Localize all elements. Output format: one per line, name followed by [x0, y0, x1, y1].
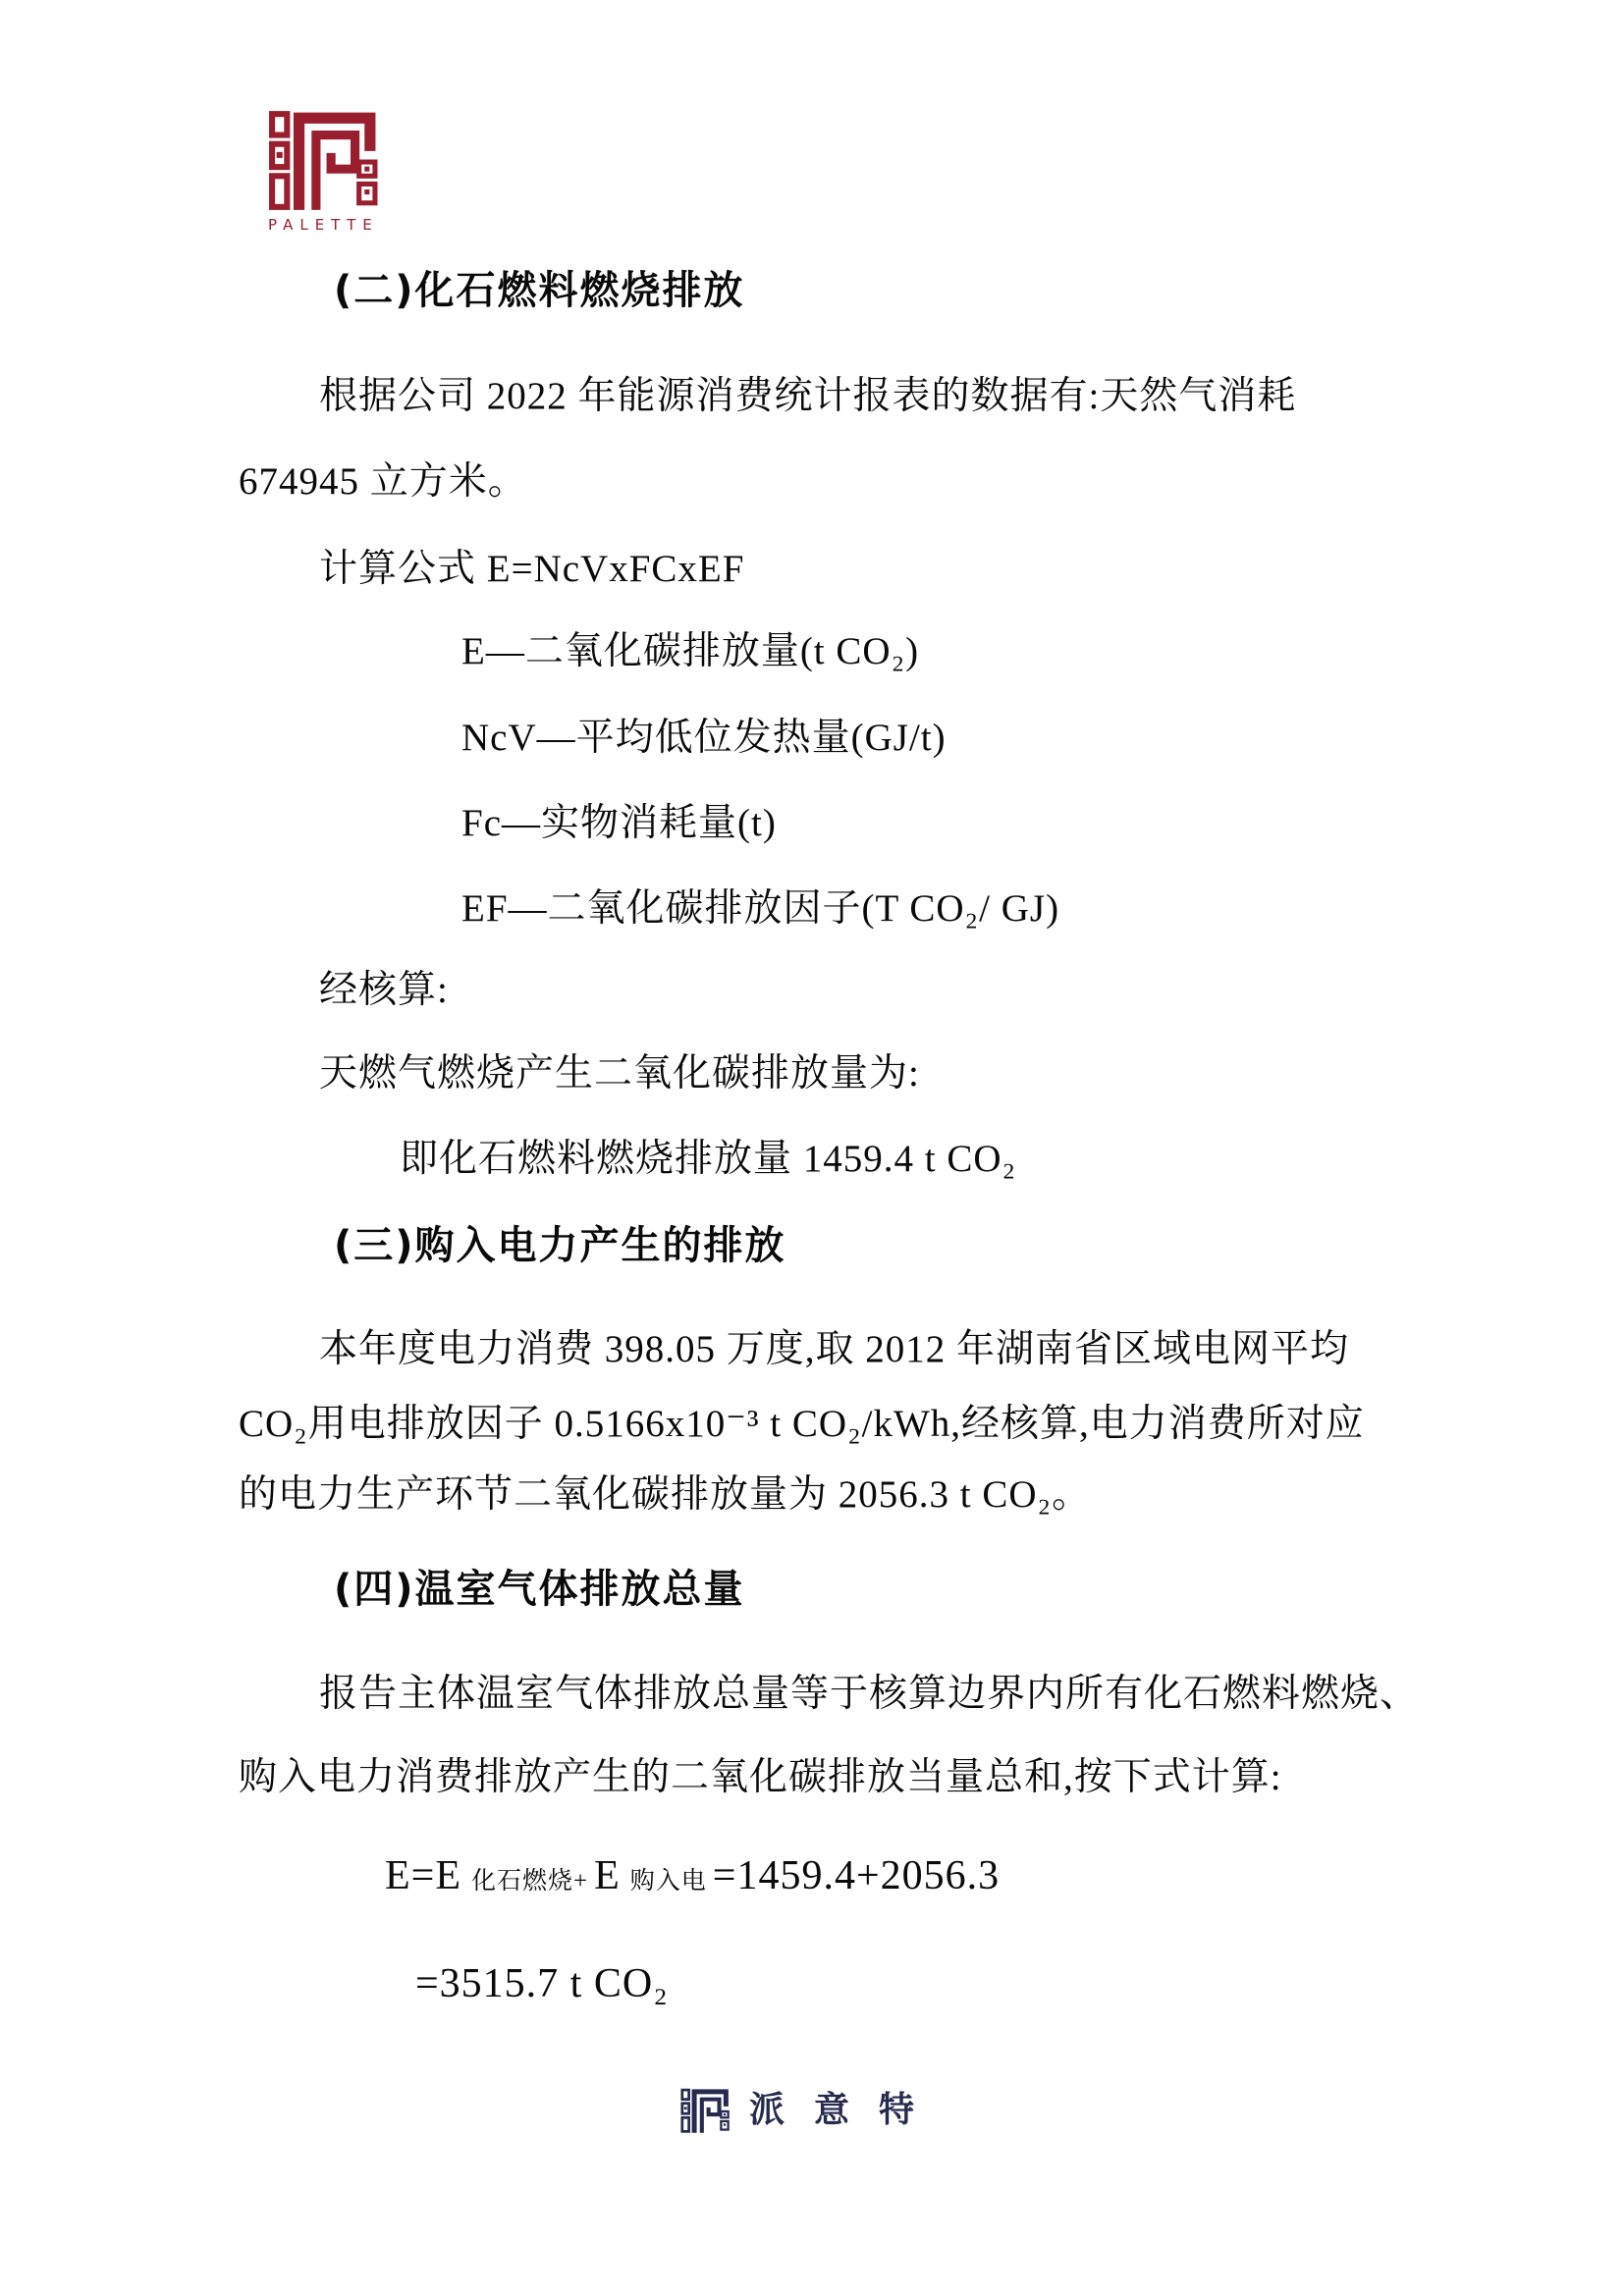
- formula-lhs: E=E: [385, 1853, 461, 1898]
- formula-mid: E: [594, 1853, 621, 1898]
- verify-line: 经核算:: [319, 969, 449, 1011]
- palette-logo-wordmark: PALETTE: [268, 216, 379, 234]
- fossil-result-line: 即化石燃料燃烧排放量 1459.4 t CO₂: [400, 1138, 1017, 1180]
- formula-rhs: =1459.4+2056.3: [712, 1853, 1001, 1898]
- palette-logo-icon: [268, 110, 378, 210]
- gas-emission-line: 天燃气燃烧产生二氧化碳排放量为:: [319, 1052, 920, 1095]
- footer-logo-icon: [680, 2086, 730, 2135]
- formula-subscript-purchased: 购入电: [629, 1868, 707, 1895]
- total-formula-line: [385, 1853, 1000, 1904]
- palette-logo: [268, 110, 378, 234]
- definition-e-line: E—二氧化碳排放量(t CO₂): [461, 630, 920, 672]
- footer-logo-wordmark: 派意特: [748, 2090, 945, 2130]
- footer-logo: [680, 2085, 944, 2136]
- section-4-line-1: 报告主体温室气体排放总量等于核算边界内所有化石燃料燃烧、: [319, 1673, 1420, 1715]
- section-4-heading: (四)温室气体排放总量: [334, 1567, 745, 1612]
- section-2-heading: (二)化石燃料燃烧排放: [334, 268, 745, 313]
- formula-subscript-fossil: 化石燃烧+: [471, 1868, 589, 1895]
- total-result-line: =3515.7 t CO₂: [415, 1961, 669, 2006]
- section-3-heading: (三)购入电力产生的排放: [334, 1223, 786, 1268]
- section-4-line-2: 购入电力消费排放产生的二氧化碳排放当量总和,按下式计算:: [239, 1756, 1282, 1798]
- definition-fc-line: Fc—实物消耗量(t): [461, 802, 777, 844]
- definition-ef-line: EF—二氧化碳排放因子(T CO₂/ GJ): [461, 887, 1060, 930]
- section-2-paragraph-line-1: 根据公司 2022 年能源消费统计报表的数据有:天然气消耗: [319, 375, 1297, 417]
- section-2-paragraph-line-2: 674945 立方米。: [239, 460, 527, 503]
- formula-intro-line: 计算公式 E=NcVxFCxEF: [319, 548, 745, 590]
- section-3-line-3: 的电力生产环节二氧化碳排放量为 2056.3 t CO₂。: [239, 1473, 1092, 1516]
- definition-ncv-line: NcV—平均低位发热量(GJ/t): [461, 717, 947, 759]
- section-3-line-2: CO₂用电排放因子 0.5166x10⁻³ t CO₂/kWh,经核算,电力消费所对应: [239, 1403, 1365, 1445]
- section-3-line-1: 本年度电力消费 398.05 万度,取 2012 年湖南省区域电网平均: [319, 1328, 1350, 1370]
